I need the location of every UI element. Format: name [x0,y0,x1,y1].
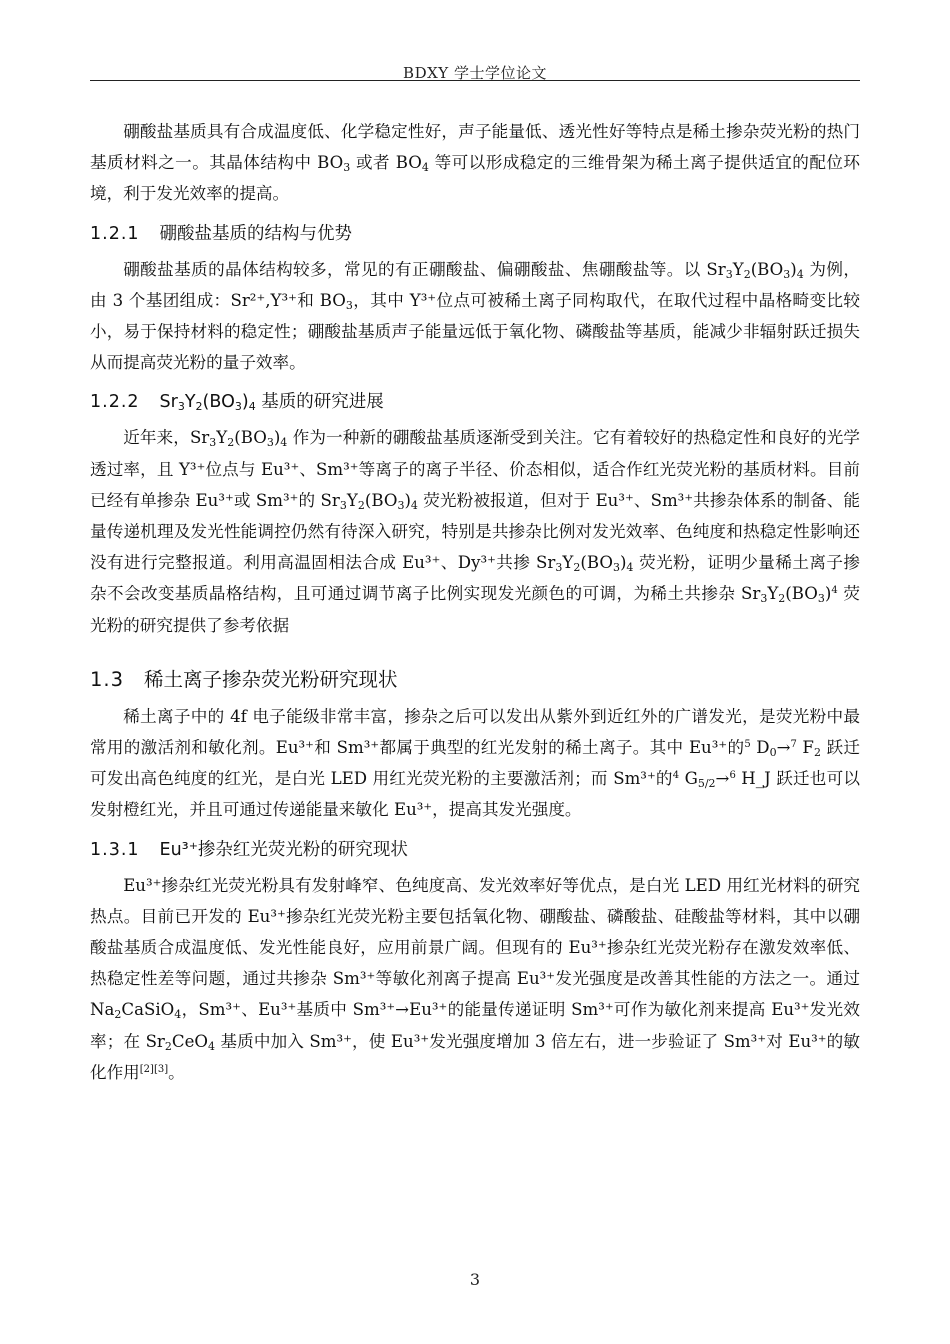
citation: [2][3] [139,1063,169,1075]
section-number: 1.3.1 [90,839,140,860]
header-rule [90,80,860,81]
section-heading-1-3 [90,663,860,697]
section-heading-1-2-1 [90,218,860,250]
running-header: BDXY 学士学位论文 [403,64,547,82]
paragraph-rare-earth-doping: 稀土离子中的 4f 电子能级非常丰富，掺杂之后可以发出从紫外到近红外的广谱发光，是荧光粉中最常用的激活剂和敏化剂。Eu³⁺和 Sm³⁺都属于典型的红光发射的稀土离子。其中 Eu³⁺的$^5$ $D_0\to^7$ $F_2$ 跃迁可发出高色纯度的红光，是白光 LED 用红光荧光粉的主要激活剂；而 Sm³⁺的$^4$ $G_{5/2}\to^6$ H_J 跃迁也可以发射橙红光，并且可通过传递能量来敏化 Eu³⁺，提高其发光强度。 [90,706,860,820]
section-title: $Sr_3Y_2(BO_3)_4$ 基质的研究进展 [159,392,384,414]
section-heading-1-3-1 [90,834,860,866]
section-title: 硼酸盐基质的结构与优势 [159,223,353,244]
paragraph-borate-structure: 硼酸盐基质的晶体结构较多，常见的有正硼酸盐、偏硼酸盐、焦硼酸盐等。以 $Sr_3Y_2(BO_3)_4$ 为例，由 3 个基团组成：Sr²⁺,Y³⁺和 $BO_3$，其中 Y³⁺位点可被稀土离子同构取代，在取代过程中晶格畸变比较小，易于保持材料的稳定性；硼酸盐基质声子能量远低于氧化物、磷酸盐等基质，能减少非辐射跃迁损失从而提高荧光粉的量子效率。 [90,259,861,373]
section-title: Eu³⁺掺杂红光荧光粉的研究现状 [159,839,408,860]
paragraph-borate-matrix-intro: 硼酸盐基质具有合成温度低、化学稳定性好，声子能量低、透光性好等特点是稀土掺杂荧光粉的热门基质材料之一。其晶体结构中 $BO_3$ 或者 $BO_4$ 等可以形成稳定的三维骨架为稀土离子提供适宜的配位环境，利于发光效率的提高。 [90,122,860,204]
citation: 4 [831,585,838,597]
paragraph-eu-doped-phosphors: Eu³⁺掺杂红光荧光粉具有发射峰窄、色纯度高、发光效率好等优点，是白光 LED 用红光材料的研究热点。目前已开发的 Eu³⁺掺杂红光荧光粉主要包括氧化物、硼酸盐、磷酸盐、硅酸盐等材料，其中以硼酸盐基质合成温度低、发光性能良好，应用前景广阔。但现有的 Eu³⁺掺杂红光荧光粉存在激发效率低、热稳定性差等问题，通过共掺杂 Sm³⁺等敏化剂离子提高 Eu³⁺发光强度是改善其性能的方法之一。通过 $Na_2CaSiO_4$，Sm³⁺、Eu³⁺基质中 Sm³⁺→Eu³⁺的能量传递证明 Sm³⁺可作为敏化剂来提高 Eu³⁺发光效率；在 $Sr_2CeO_4$ 基质中加入 Sm³⁺，使 Eu³⁺发光强度增加 3 倍左右，进一步验证了 Sm³⁺对 Eu³⁺的敏化作用[2][3]。 [90,875,860,1082]
section-number: 1.3 [90,667,125,691]
section-number: 1.2.1 [90,223,140,244]
body-content [90,116,860,1088]
section-heading-1-2-2 [90,386,860,418]
section-title: 稀土离子掺杂荧光粉研究现状 [144,667,398,691]
page-number: 3 [469,1270,481,1289]
paragraph-sr3y2bo34-research: 近年来，$Sr_3Y_2(BO_3)_4$ 作为一种新的硼酸盐基质逐渐受到关注。它有着较好的热稳定性和良好的光学透过率，且 Y³⁺位点与 Eu³⁺、Sm³⁺等离子的离子半径、价态相似，适合作红光荧光粉的基质材料。目前已经有单掺杂 Eu³⁺或 Sm³⁺的 $Sr_3Y_2(BO_3)_4$ 荧光粉被报道，但对于 Eu³⁺、Sm³⁺共掺杂体系的制备、能量传递机理及发光性能调控仍然有待深入研究，特别是共掺杂比例对发光效率、色纯度和热稳定性影响还没有进行完整报道。利用高温固相法合成 Eu³⁺、Dy³⁺共掺 $Sr_3Y_2(BO_3)_4$ 荧光粉，证明少量稀土离子掺杂不会改变基质晶格结构，且可通过调节离子比例实现发光颜色的可调，为稀土共掺杂 $Sr_3Y_2(BO_3)^4$ 荧光粉的研究提供了参考依据 [90,428,861,635]
section-number: 1.2.2 [90,392,140,413]
